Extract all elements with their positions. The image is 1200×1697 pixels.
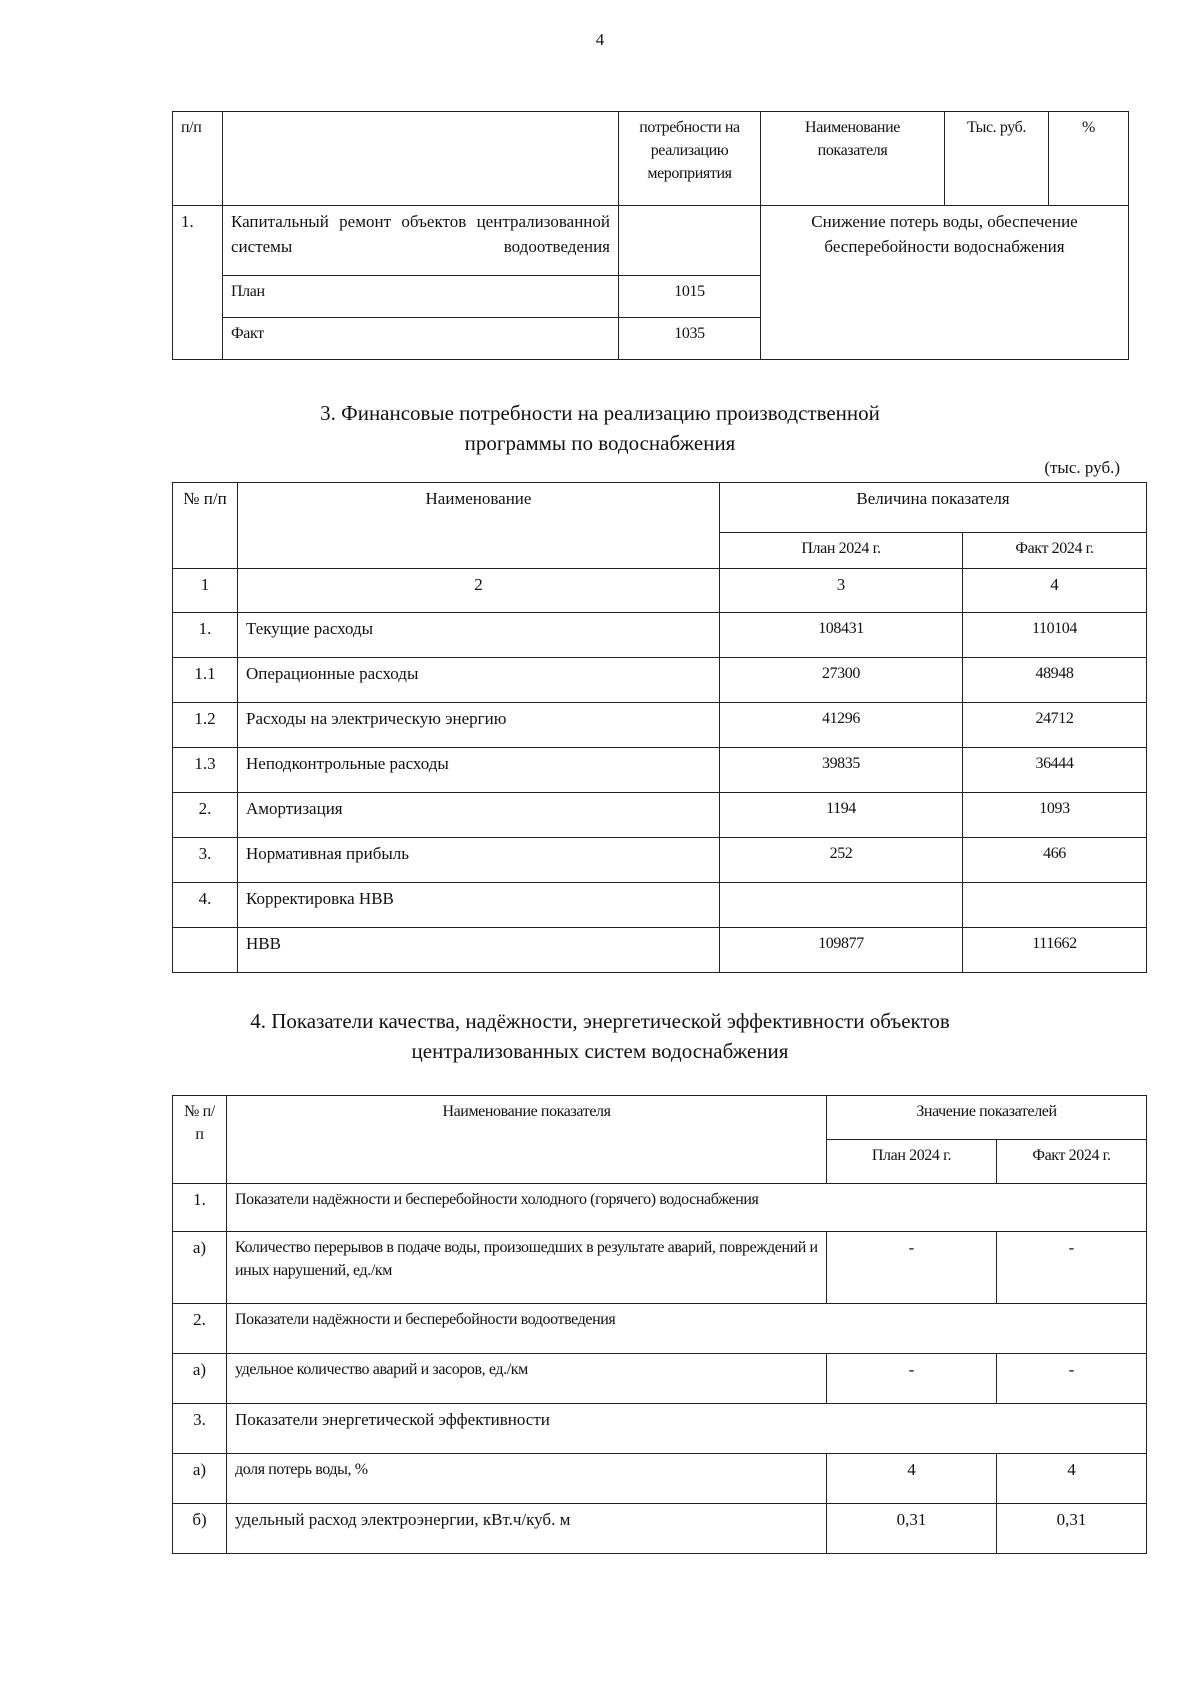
row-num: 1.3 bbox=[173, 748, 238, 793]
row-fact: 36444 bbox=[963, 748, 1147, 793]
row-name: Операционные расходы bbox=[238, 658, 720, 703]
col-number: 4 bbox=[963, 569, 1147, 613]
row-plan: 39835 bbox=[720, 748, 963, 793]
table-row bbox=[173, 658, 1147, 703]
row-plan: 252 bbox=[720, 838, 963, 883]
plan-value: 1015 bbox=[619, 276, 761, 318]
row-name: удельный расход электроэнергии, кВт.ч/куб. м bbox=[227, 1504, 827, 1554]
table-row bbox=[173, 928, 1147, 973]
col-number: 2 bbox=[238, 569, 720, 613]
empty-cell bbox=[173, 318, 223, 360]
page-number: 4 bbox=[595, 30, 605, 49]
row-name: Показатели надёжности и бесперебойности холодного (горячего) водоснабжения bbox=[227, 1184, 1147, 1232]
table-row bbox=[173, 1232, 1147, 1304]
row-plan: 41296 bbox=[720, 703, 963, 748]
row-name: Показатели энергетической эффективности bbox=[227, 1404, 1147, 1454]
fact-value: 1035 bbox=[619, 318, 761, 360]
financial-needs-table bbox=[172, 482, 1147, 973]
empty-cell bbox=[173, 276, 223, 318]
section-3-unit: (тыс. руб.) bbox=[1044, 458, 1120, 477]
row-fact: 1093 bbox=[963, 793, 1147, 838]
row-plan: 27300 bbox=[720, 658, 963, 703]
row-name: доля потерь воды, % bbox=[227, 1454, 827, 1504]
row-fact: 110104 bbox=[963, 613, 1147, 658]
header-fact: Факт 2024 г. bbox=[963, 533, 1147, 569]
header-fact: Факт 2024 г. bbox=[997, 1140, 1147, 1184]
header-plan: План 2024 г. bbox=[720, 533, 963, 569]
header-num: № п/п bbox=[173, 483, 238, 569]
col-thousand-rub-header: Тыс. руб. bbox=[945, 112, 1049, 206]
row-fact: 24712 bbox=[963, 703, 1147, 748]
row-num: 3. bbox=[173, 1404, 227, 1454]
header-value: Значение показателей bbox=[827, 1096, 1147, 1140]
row-num: 2. bbox=[173, 793, 238, 838]
row-num: 3. bbox=[173, 838, 238, 883]
table-row bbox=[173, 883, 1147, 928]
row-plan: - bbox=[827, 1354, 997, 1404]
group-row bbox=[173, 1184, 1147, 1232]
row-num: а) bbox=[173, 1454, 227, 1504]
row-plan: 4 bbox=[827, 1454, 997, 1504]
row-name: Расходы на электрическую энергию bbox=[238, 703, 720, 748]
group-row bbox=[173, 1304, 1147, 1354]
row-plan: 1194 bbox=[720, 793, 963, 838]
row-name: Количество перерывов в подаче воды, произошедших в результате аварий, повреждений и иных нарушений, ед./км bbox=[227, 1232, 827, 1304]
table-row bbox=[173, 1354, 1147, 1404]
row-num: 1.2 bbox=[173, 703, 238, 748]
col-name-header bbox=[223, 112, 619, 206]
table-row bbox=[173, 703, 1147, 748]
row-num: 1.1 bbox=[173, 658, 238, 703]
row-num: 2. bbox=[173, 1304, 227, 1354]
header-name: Наименование bbox=[238, 483, 720, 569]
row-fact: - bbox=[997, 1232, 1147, 1304]
header-value: Величина показателя bbox=[720, 483, 1147, 533]
table-row bbox=[173, 1504, 1147, 1554]
row-num: а) bbox=[173, 1354, 227, 1404]
row-plan: 108431 bbox=[720, 613, 963, 658]
row-plan: - bbox=[827, 1232, 997, 1304]
row-name: Текущие расходы bbox=[238, 613, 720, 658]
row-plan bbox=[720, 883, 963, 928]
row-num: 1. bbox=[173, 1184, 227, 1232]
col-percent-header: % bbox=[1049, 112, 1129, 206]
row-fact: 111662 bbox=[963, 928, 1147, 973]
row-name: Неподконтрольные расходы bbox=[238, 748, 720, 793]
col-indicator-header: Наименование показателя bbox=[761, 112, 945, 206]
group-row bbox=[173, 1404, 1147, 1454]
section-3-title-line2: программы по водоснабжения bbox=[464, 431, 736, 456]
row-name: НВВ bbox=[238, 928, 720, 973]
col-number: 3 bbox=[720, 569, 963, 613]
col-needs-header: потребности на реализацию мероприятия bbox=[619, 112, 761, 206]
row-name: Нормативная прибыль bbox=[238, 838, 720, 883]
section-4-title-line1: 4. Показатели качества, надёжности, энергетической эффективности объектов bbox=[250, 1009, 950, 1033]
row-num: б) bbox=[173, 1504, 227, 1554]
row-num: 1. bbox=[173, 613, 238, 658]
col-num-header: п/п bbox=[173, 112, 223, 206]
table-row bbox=[173, 838, 1147, 883]
row-num bbox=[173, 928, 238, 973]
quality-indicators-table bbox=[172, 1095, 1147, 1554]
row-name: Амортизация bbox=[238, 793, 720, 838]
header-plan: План 2024 г. bbox=[827, 1140, 997, 1184]
section-4-title bbox=[0, 1006, 1200, 1067]
row-fact: 4 bbox=[997, 1454, 1147, 1504]
row-name: Корректировка НВВ bbox=[238, 883, 720, 928]
table-row bbox=[173, 613, 1147, 658]
row-fact: 466 bbox=[963, 838, 1147, 883]
row-fact: - bbox=[997, 1354, 1147, 1404]
row-fact: 0,31 bbox=[997, 1504, 1147, 1554]
row-fact: 48948 bbox=[963, 658, 1147, 703]
header-num: № п/п bbox=[173, 1096, 227, 1184]
row-fact bbox=[963, 883, 1147, 928]
section-3-title bbox=[0, 398, 1200, 459]
row-plan: 109877 bbox=[720, 928, 963, 973]
row-name: удельное количество аварий и засоров, ед./км bbox=[227, 1354, 827, 1404]
measures-table bbox=[172, 111, 1129, 360]
section-3-title-line1: 3. Финансовые потребности на реализацию производственной bbox=[320, 401, 880, 425]
row-plan: 0,31 bbox=[827, 1504, 997, 1554]
row-num: 4. bbox=[173, 883, 238, 928]
row-num: 1. bbox=[173, 206, 223, 276]
row-num: а) bbox=[173, 1232, 227, 1304]
col-number: 1 bbox=[173, 569, 238, 613]
plan-label: План bbox=[223, 276, 619, 318]
table-row bbox=[173, 793, 1147, 838]
table-row bbox=[173, 1454, 1147, 1504]
row-name: Капитальный ремонт объектов централизованной системы водоотведения bbox=[223, 206, 619, 276]
row-name: Показатели надёжности и бесперебойности водоотведения bbox=[227, 1304, 1147, 1354]
table-row bbox=[173, 748, 1147, 793]
fact-label: Факт bbox=[223, 318, 619, 360]
header-name: Наименование показателя bbox=[227, 1096, 827, 1184]
row-needs bbox=[619, 206, 761, 276]
row-indicator: Снижение потерь воды, обеспечение бесперебойности водоснабжения bbox=[761, 206, 1129, 360]
section-4-title-line2: централизованных систем водоснабжения bbox=[411, 1039, 789, 1064]
